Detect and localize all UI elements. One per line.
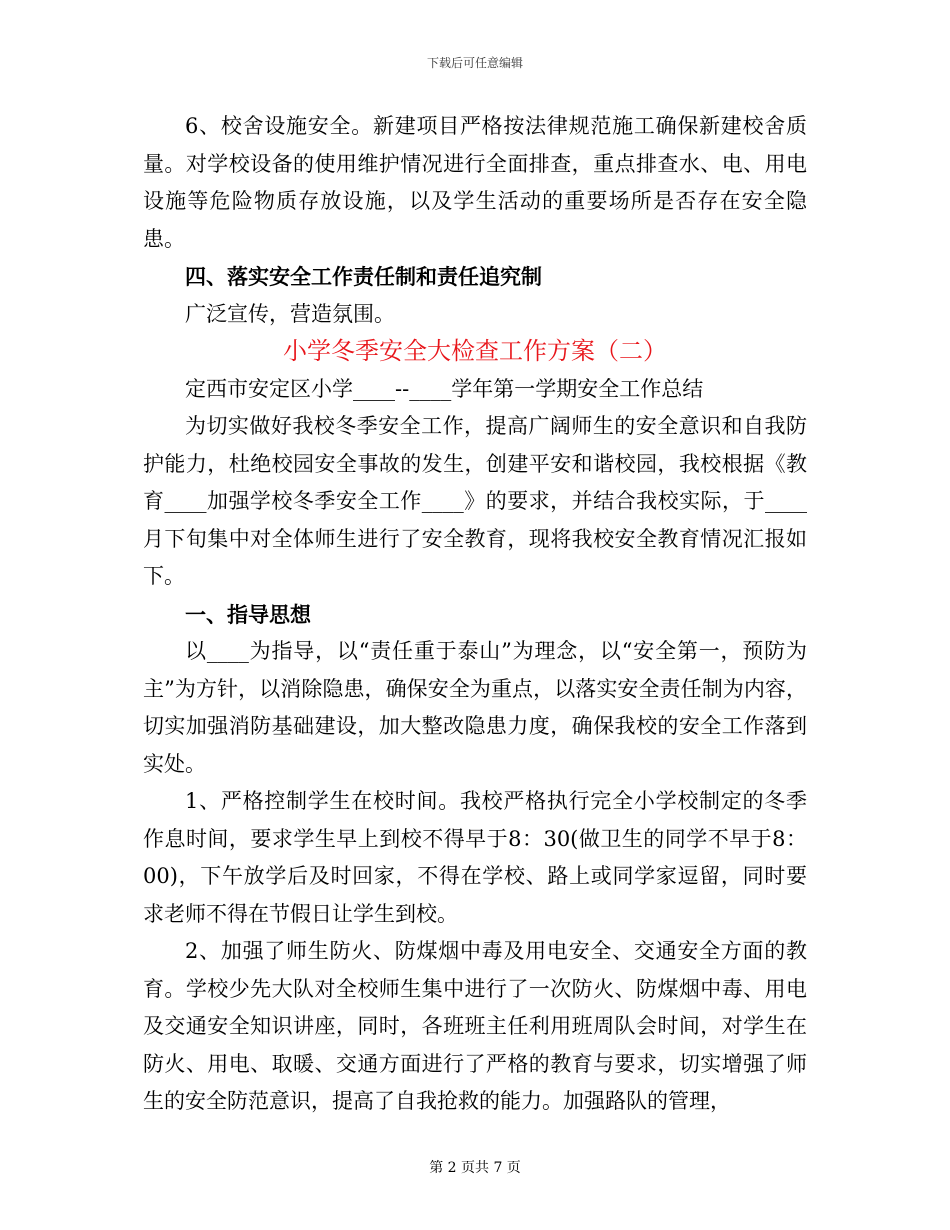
paragraph-school-time-control: 1、严格控制学生在校时间。我校严格执行完全小学校制定的冬季作息时间，要求学生早上到校不得早于8：30(做卫生的同学不早于8：00)，下午放学后及时回家，不得在学校、路上或同学家逗留，同时要求老师不得在节假日让学生到校。 (143, 789, 807, 926)
page-header: 下载后可任意编辑 (426, 56, 523, 70)
paragraph-guiding-thought: 以____为指导，以“责任重于泰山”为理念，以“安全第一，预防为主”为方针，以消除隐患，确保安全为重点，以落实安全责任制为内容，切实加强消防基础建设，加大整改隐患力度，确保我校的安全工作落到实处。 (143, 639, 807, 776)
document-title: 小学冬季安全大检查工作方案（二） (283, 337, 667, 365)
section-heading-responsibility: 四、落实安全工作责任制和责任追究制 (185, 264, 542, 289)
section-heading-guiding-thought: 一、指导思想 (185, 601, 311, 627)
paragraph-publicity: 广泛宣传，营造氛围。 (185, 301, 395, 326)
paragraph-introduction: 为切实做好我校冬季安全工作，提高广阔师生的安全意识和自我防护能力，杜绝校园安全事故的发生，创建平安和谐校园，我校根据《教育____加强学校冬季安全工作____》的要求，并结合我校实际，于____月下旬集中对全体师生进行了安全教育，现将我校安全教育情况汇报如下。 (143, 414, 807, 588)
page-footer: 第 2 页共 7 页 (429, 1160, 521, 1176)
paragraph-school-summary-line: 定西市安定区小学____--____学年第一学期安全工作总结 (185, 376, 704, 401)
document-body (143, 108, 807, 1121)
paragraph-facility-safety: 6、校舍设施安全。新建项目严格按法律规范施工确保新建校舍质量。对学校设备的使用维护情况进行全面排查，重点排查水、电、用电设施等危险物质存放设施，以及学生活动的重要场所是否存在安全隐患。 (143, 114, 807, 251)
paragraph-fire-safety-education: 2、加强了师生防火、防煤烟中毒及用电安全、交通安全方面的教育。学校少先大队对全校师生集中进行了一次防火、防煤烟中毒、用电及交通安全知识讲座，同时，各班班主任利用班周队会时间，对学生在防火、用电、取暖、交通方面进行了严格的教育与要求，切实增强了师生的安全防范意识，提高了自我抢救的能力。加强路队的管理， (143, 939, 807, 1113)
